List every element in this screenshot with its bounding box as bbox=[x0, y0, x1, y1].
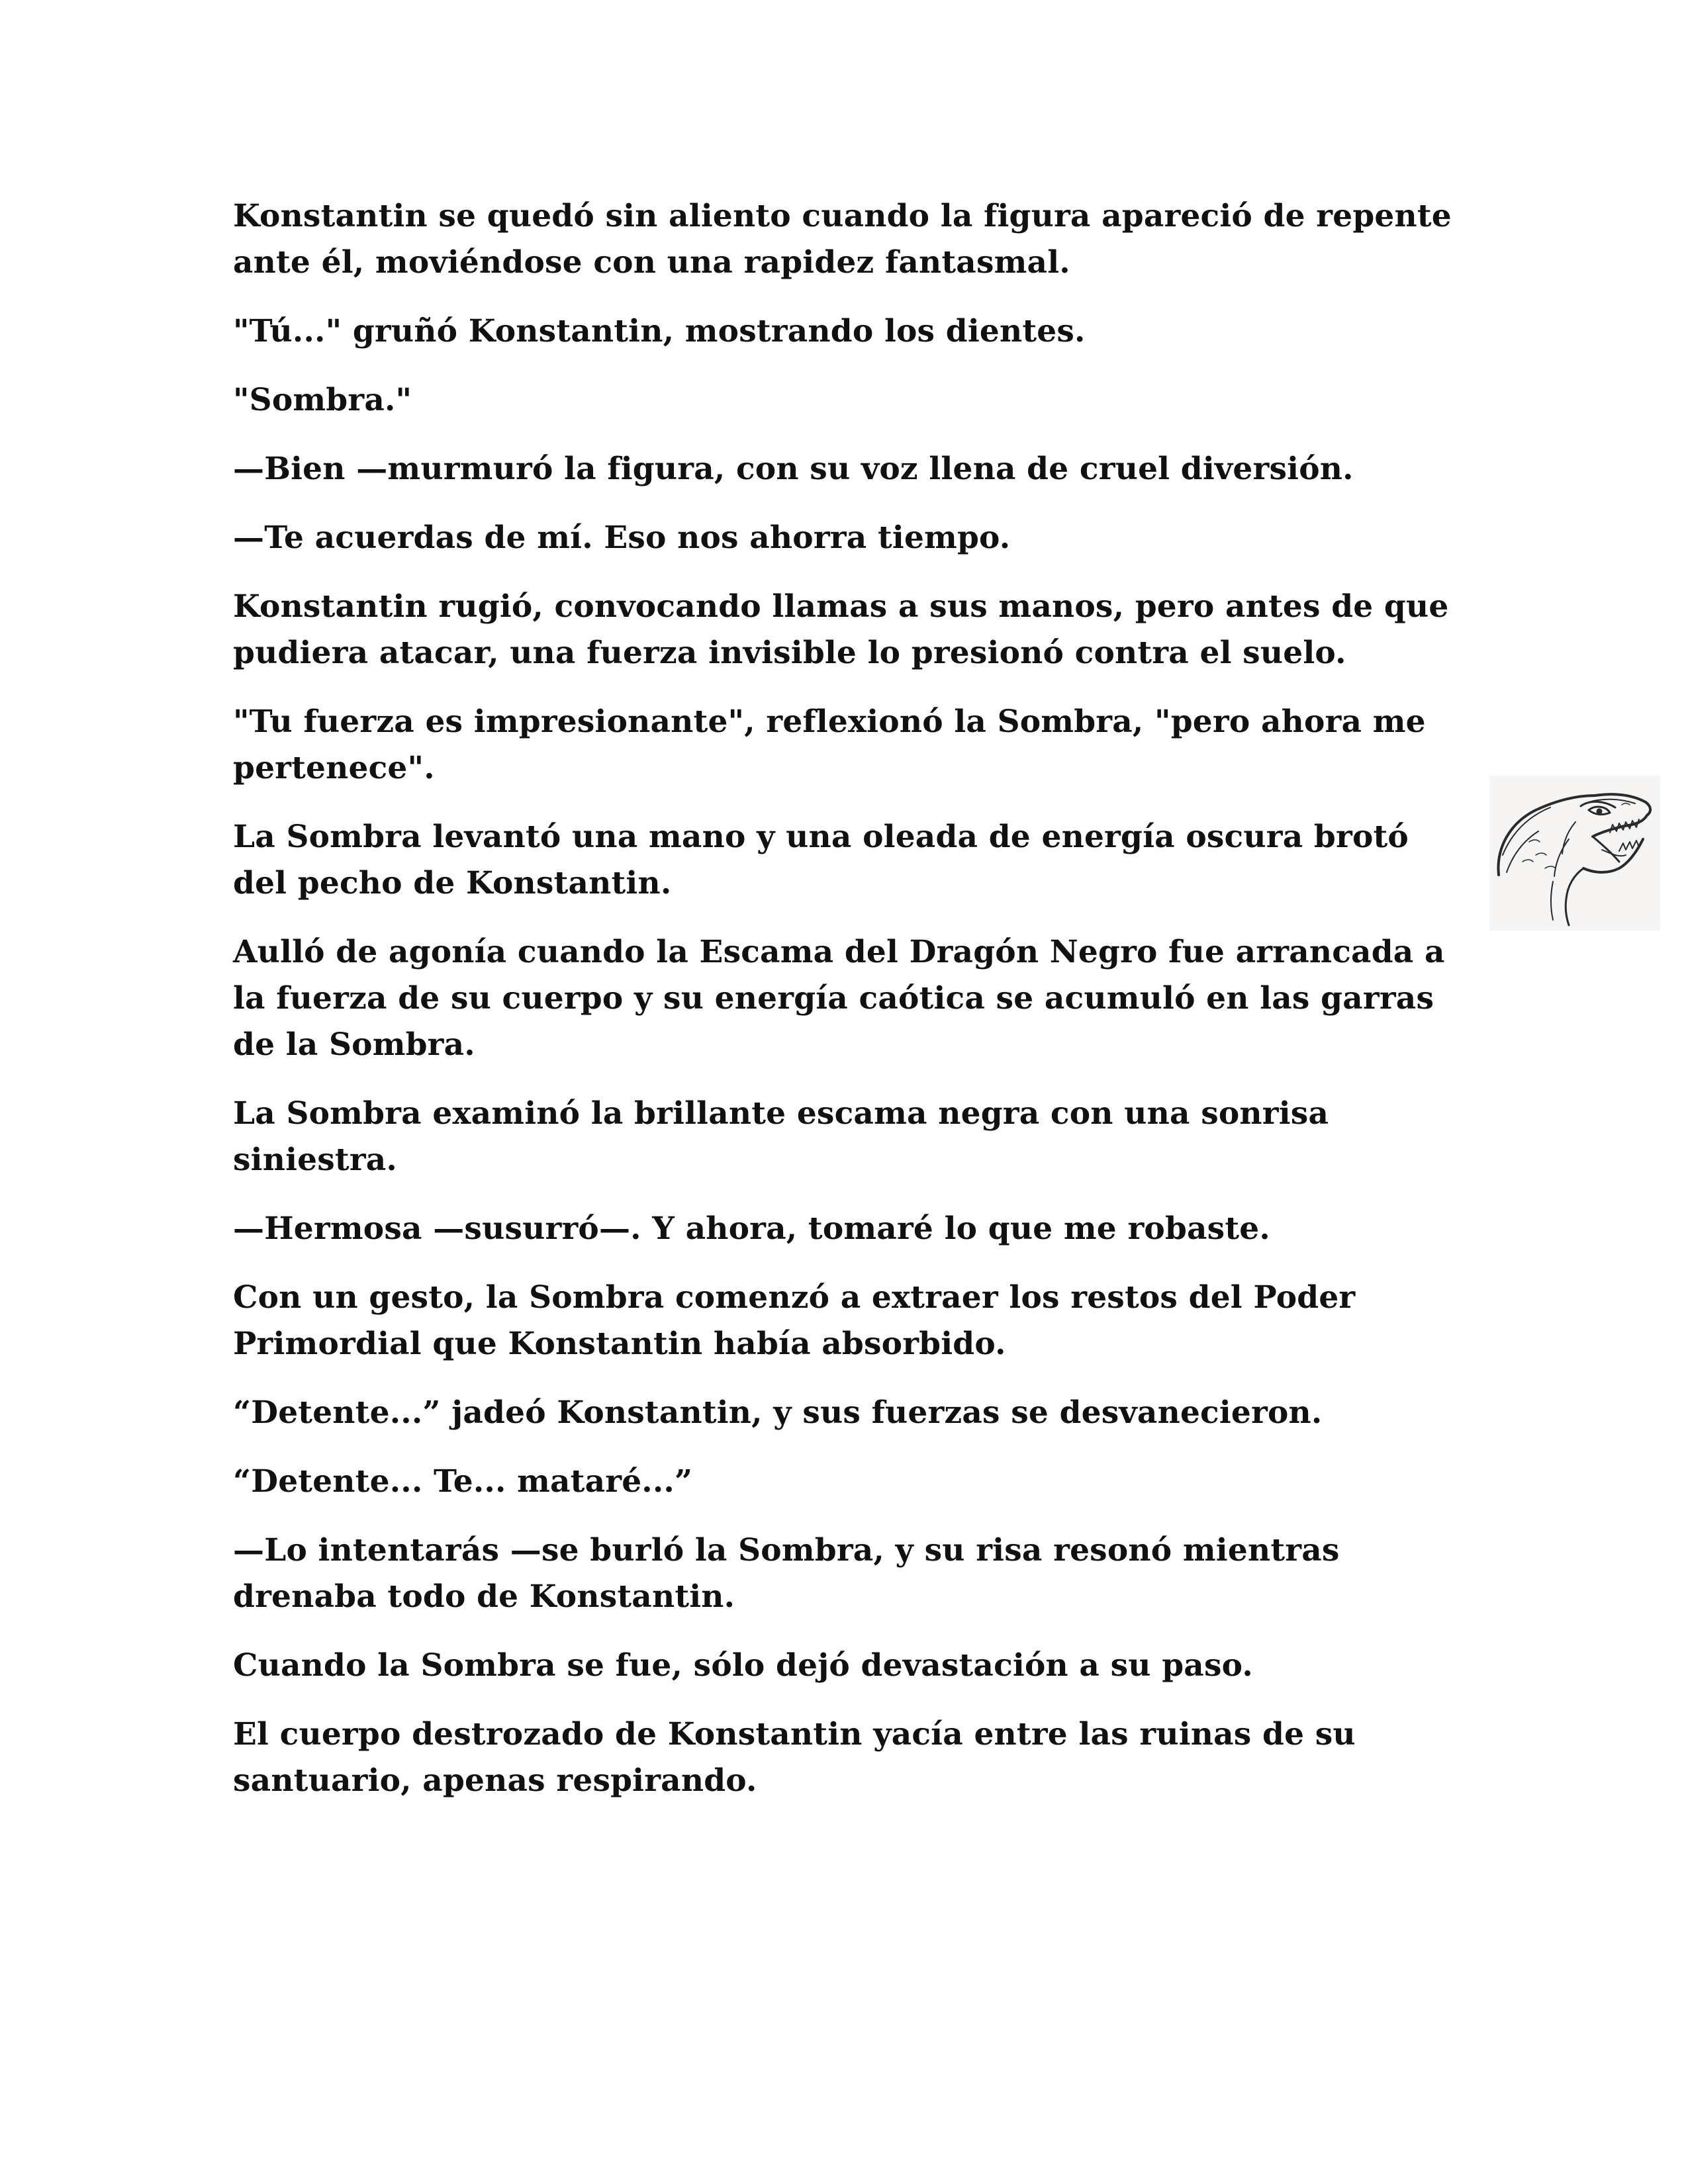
paragraph: —Te acuerdas de mí. Eso nos ahorra tiempo. bbox=[233, 520, 1011, 556]
paragraph: "Sombra." bbox=[233, 382, 412, 418]
paragraph: “Detente...” jadeó Konstantin, y sus fuerzas se desvanecieron. bbox=[233, 1394, 1323, 1431]
paragraph: Cuando la Sombra se fue, sólo dejó devastación a su paso. bbox=[233, 1647, 1253, 1684]
paragraph: Konstantin se quedó sin aliento cuando la figura apareció de repente ante él, moviéndose con una rapidez fantasmal. bbox=[233, 198, 1452, 281]
paragraph: Con un gesto, la Sombra comenzó a extraer los restos del Poder Primordial que Konstantin había absorbido. bbox=[233, 1279, 1356, 1362]
paragraph: “Detente... Te... mataré...” bbox=[233, 1463, 693, 1500]
story-text bbox=[233, 193, 1464, 1827]
paragraph: La Sombra levantó una mano y una oleada de energía oscura brotó del pecho de Konstantin. bbox=[233, 819, 1409, 901]
dragon-head-sketch-icon bbox=[1489, 776, 1660, 931]
paragraph: La Sombra examinó la brillante escama negra con una sonrisa siniestra. bbox=[233, 1095, 1329, 1178]
paragraph: "Tú..." gruñó Konstantin, mostrando los dientes. bbox=[233, 313, 1086, 349]
paragraph: El cuerpo destrozado de Konstantin yacía entre las ruinas de su santuario, apenas respirando. bbox=[233, 1716, 1356, 1799]
paragraph: Konstantin rugió, convocando llamas a sus manos, pero antes de que pudiera atacar, una fuerza invisible lo presionó contra el suelo. bbox=[233, 588, 1449, 671]
paragraph: —Lo intentarás —se burló la Sombra, y su risa resonó mientras drenaba todo de Konstantin. bbox=[233, 1532, 1340, 1615]
paragraph: —Bien —murmuró la figura, con su voz llena de cruel diversión. bbox=[233, 451, 1354, 487]
paragraph: "Tu fuerza es impresionante", reflexionó la Sombra, "pero ahora me pertenece". bbox=[233, 704, 1426, 786]
paragraph: —Hermosa —susurró—. Y ahora, tomaré lo que me robaste. bbox=[233, 1210, 1270, 1247]
paragraph: Aulló de agonía cuando la Escama del Dragón Negro fue arrancada a la fuerza de su cuerpo y su energía caótica se acumuló en las garras de la Sombra. bbox=[233, 934, 1445, 1063]
